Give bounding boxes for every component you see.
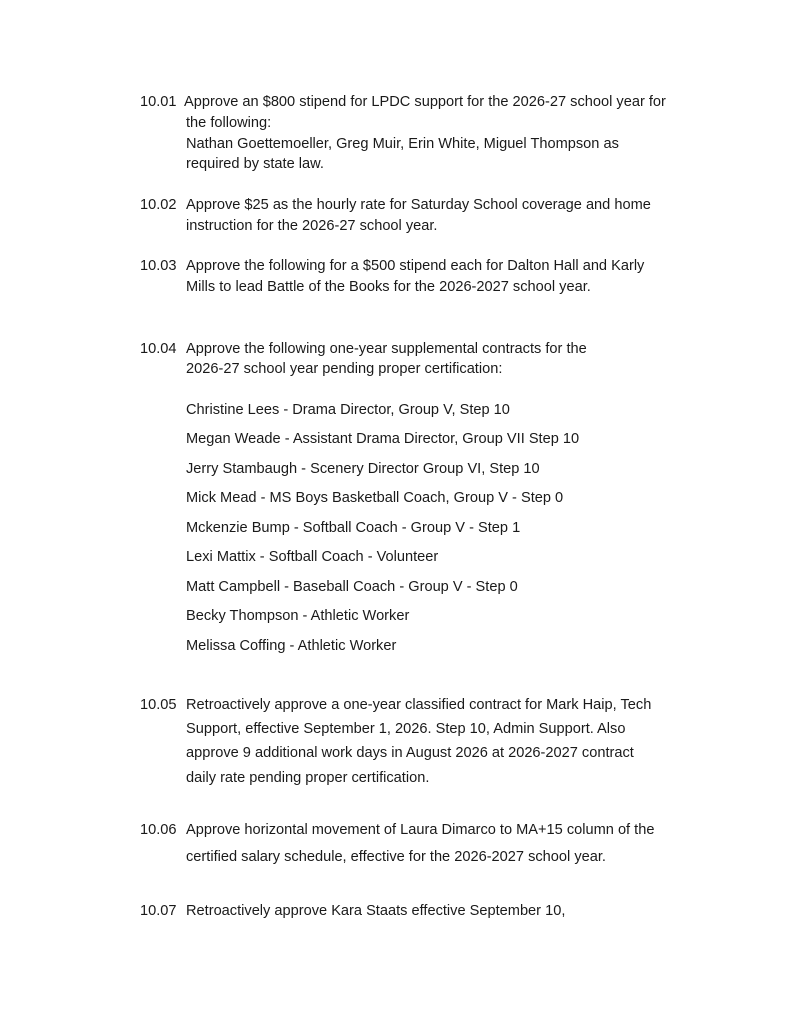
item-number: 10.04 [140, 341, 177, 357]
item-text-line: instruction for the 2026-27 school year. [186, 218, 438, 234]
item-text-line: Retroactively approve a one-year classified contract for Mark Haip, Tech [186, 697, 652, 713]
item-number: 10.06 [140, 822, 177, 838]
item-number: 10.03 [140, 258, 177, 274]
contract-entry: Becky Thompson - Athletic Worker [186, 608, 410, 624]
item-text-line: Approve an $800 stipend for LPDC support for the 2026-27 school year for [184, 94, 666, 110]
contract-entry: Mckenzie Bump - Softball Coach - Group V - Step 1 [186, 520, 521, 536]
contract-entry: Matt Campbell - Baseball Coach - Group V - Step 0 [186, 579, 518, 595]
item-text-line: approve 9 additional work days in August 2026 at 2026-2027 contract [186, 745, 634, 761]
item-number: 10.07 [140, 903, 177, 919]
contract-entry: Lexi Mattix - Softball Coach - Volunteer [186, 549, 439, 565]
item-text-line: Approve the following for a $500 stipend each for Dalton Hall and Karly [186, 258, 645, 274]
item-text-line: daily rate pending proper certification. [186, 770, 430, 786]
contract-entry: Megan Weade - Assistant Drama Director, Group VII Step 10 [186, 431, 580, 447]
item-text-line: certified salary schedule, effective for the 2026-2027 school year. [186, 849, 606, 865]
item-text-line: Mills to lead Battle of the Books for the 2026-2027 school year. [186, 279, 591, 295]
item-text-line: required by state law. [186, 156, 324, 172]
item-text-line: Nathan Goettemoeller, Greg Muir, Erin White, Miguel Thompson as [186, 136, 619, 152]
item-text-line: Retroactively approve Kara Staats effective September 10, [186, 903, 566, 919]
item-text-line: Approve $25 as the hourly rate for Saturday School coverage and home [186, 197, 651, 213]
item-text-line: Support, effective September 1, 2026. Step 10, Admin Support. Also [186, 721, 626, 737]
contract-entry: Melissa Coffing - Athletic Worker [186, 638, 397, 654]
item-text-line: the following: [186, 115, 272, 131]
item-text-line: Approve the following one-year supplemental contracts for the [186, 341, 587, 357]
item-number: 10.02 [140, 197, 177, 213]
item-text-line: Approve horizontal movement of Laura Dimarco to MA+15 column of the [186, 822, 655, 838]
item-text-line: 2026-27 school year pending proper certification: [186, 361, 503, 377]
item-number: 10.01 [140, 94, 177, 110]
contract-entry: Mick Mead - MS Boys Basketball Coach, Group V - Step 0 [186, 490, 564, 506]
contract-entry: Jerry Stambaugh - Scenery Director Group VI, Step 10 [186, 461, 540, 477]
contract-entry: Christine Lees - Drama Director, Group V, Step 10 [186, 402, 510, 418]
item-number: 10.05 [140, 697, 177, 713]
